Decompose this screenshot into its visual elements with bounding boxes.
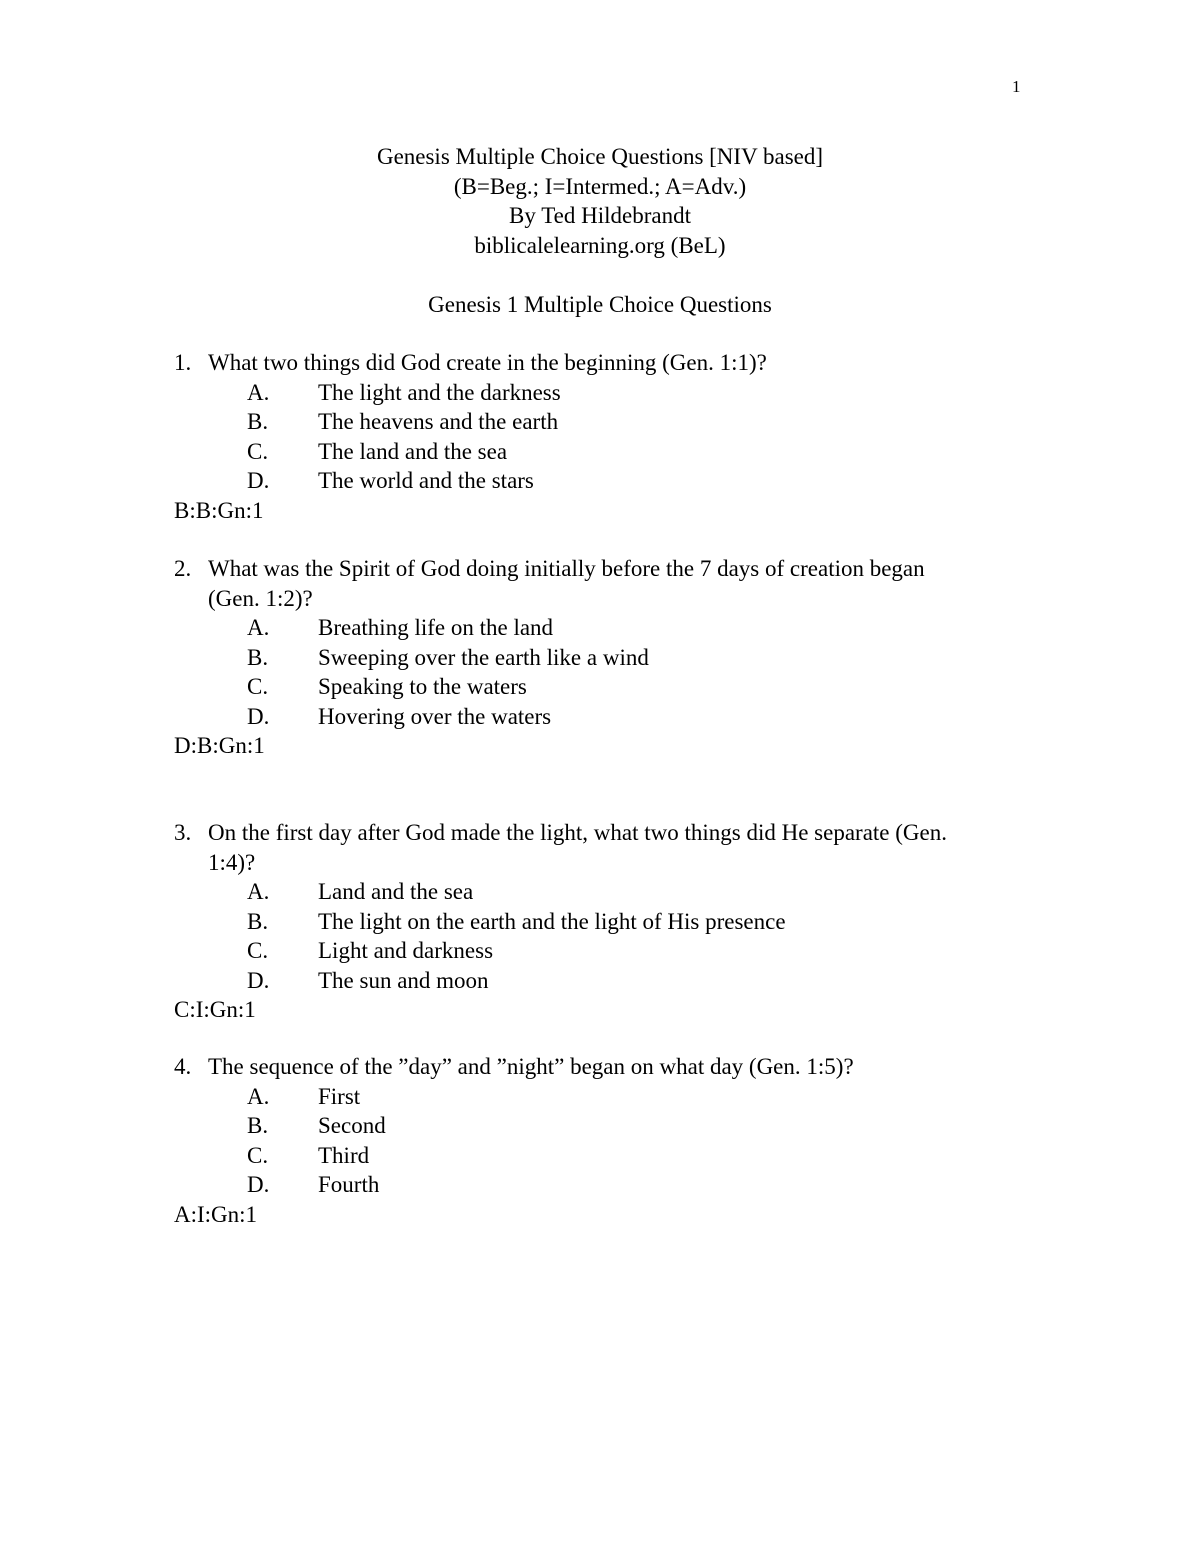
answer-code: C:I:Gn:1 <box>174 997 256 1022</box>
page-number: 1 <box>1012 77 1021 96</box>
option-c <box>174 1141 1134 1171</box>
option-text: Hovering over the waters <box>318 703 552 729</box>
author-line: By Ted Hildebrandt <box>509 203 691 228</box>
question-text: The sequence of the ”day” and ”night” began on what day (Gen. 1:5)? <box>208 1054 854 1079</box>
option-text: The heavens and the earth <box>318 409 559 434</box>
question-3 <box>174 818 1134 1025</box>
option-a <box>174 877 1134 907</box>
option-letter: B. <box>247 1113 269 1138</box>
option-letter: B. <box>247 908 269 934</box>
option-d <box>174 966 1134 996</box>
option-c <box>174 936 1134 966</box>
option-text: Speaking to the waters <box>318 674 527 699</box>
option-letter: C. <box>247 674 269 699</box>
question-number: 1. <box>174 350 192 375</box>
question-number: 4. <box>174 1054 192 1079</box>
option-letter: D. <box>247 468 270 493</box>
option-text: Light and darkness <box>318 938 494 963</box>
option-text: Sweeping over the earth like a wind <box>318 644 649 670</box>
option-text: First <box>318 1083 361 1109</box>
question-text: What was the Spirit of God doing initially before the 7 days of creation began (Gen. 1:2)? <box>208 556 925 611</box>
option-letter: A. <box>247 879 270 904</box>
option-text: Land and the sea <box>318 879 474 904</box>
option-letter: A. <box>247 1083 270 1109</box>
option-text: Fourth <box>318 1172 380 1197</box>
option-text: The sun and moon <box>318 967 489 993</box>
answer-code: D:B:Gn:1 <box>174 733 265 758</box>
question-4 <box>174 1052 1134 1229</box>
option-text: Second <box>318 1113 386 1138</box>
option-b <box>174 1111 1134 1141</box>
document-header <box>0 142 1200 260</box>
option-letter: B. <box>247 409 269 434</box>
option-letter: C. <box>247 438 269 464</box>
option-a <box>174 378 1134 408</box>
option-letter: B. <box>247 644 269 670</box>
option-c <box>174 437 1134 467</box>
option-b <box>174 407 1134 437</box>
option-letter: C. <box>247 1142 269 1168</box>
option-text: The light and the darkness <box>318 379 561 405</box>
option-text: The light on the earth and the light of His presence <box>318 908 786 934</box>
option-a <box>174 613 1134 643</box>
option-a <box>174 1082 1134 1112</box>
option-text: Third <box>318 1142 370 1168</box>
question-1 <box>174 348 1134 525</box>
option-text: Breathing life on the land <box>318 615 554 640</box>
option-letter: A. <box>247 615 270 640</box>
option-text: The world and the stars <box>318 468 534 493</box>
site-line: biblicalelearning.org (BeL) <box>474 232 726 258</box>
option-d <box>174 702 1134 732</box>
option-letter: D. <box>247 1172 270 1197</box>
option-b <box>174 907 1134 937</box>
question-text: What two things did God create in the beginning (Gen. 1:1)? <box>208 350 767 375</box>
question-stem <box>174 348 1134 378</box>
option-letter: C. <box>247 938 269 963</box>
answer-code: A:I:Gn:1 <box>174 1201 258 1227</box>
document-title: Genesis Multiple Choice Questions [NIV based] <box>376 144 824 169</box>
question-number: 2. <box>174 556 192 581</box>
question-text: On the first day after God made the light, what two things did He separate (Gen. 1:4)? <box>208 820 947 875</box>
option-letter: D. <box>247 967 270 993</box>
question-stem <box>174 554 1134 613</box>
option-d <box>174 1170 1134 1200</box>
question-stem <box>174 818 1134 877</box>
section-title: Genesis 1 Multiple Choice Questions <box>428 292 772 317</box>
answer-code: B:B:Gn:1 <box>174 497 264 523</box>
option-d <box>174 466 1134 496</box>
option-b <box>174 643 1134 673</box>
level-legend: (B=Beg.; I=Intermed.; A=Adv.) <box>453 173 747 199</box>
question-2 <box>174 554 1134 761</box>
option-letter: D. <box>247 703 270 729</box>
option-letter: A. <box>247 379 270 405</box>
question-number: 3. <box>174 820 192 845</box>
question-stem <box>174 1052 1134 1082</box>
option-c <box>174 672 1134 702</box>
option-text: The land and the sea <box>318 438 508 464</box>
